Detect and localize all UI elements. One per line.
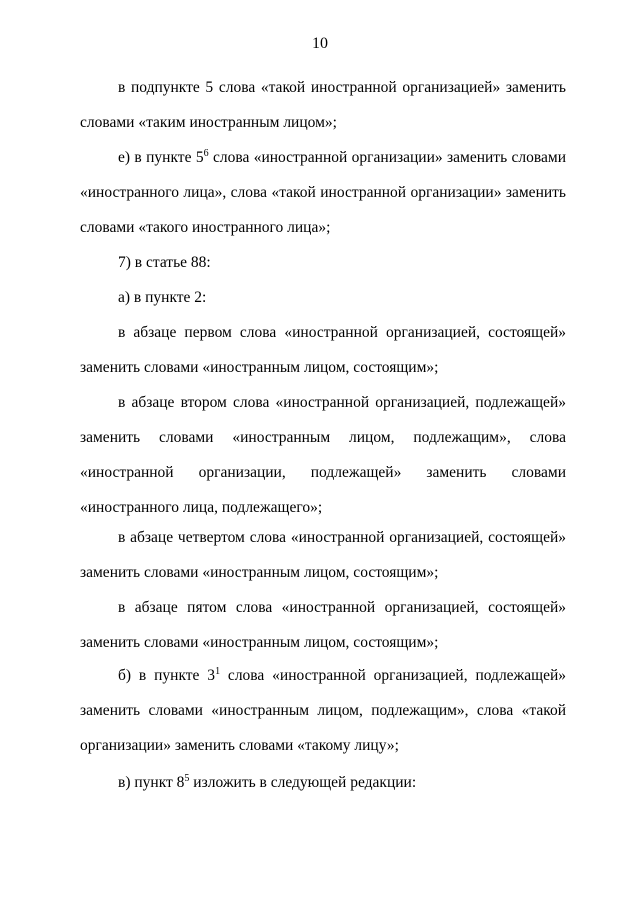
text-line: в абзаце четвертом слова «иностранной организацией, состоящей» bbox=[118, 529, 566, 546]
text-line: словами «такого иностранного лица»; bbox=[80, 219, 331, 236]
text-line: заменить словами «иностранным лицом, состоящим»; bbox=[80, 359, 439, 376]
paragraph-10 bbox=[80, 765, 566, 800]
paragraph-9 bbox=[80, 658, 566, 763]
paragraph-2 bbox=[80, 140, 566, 245]
paragraph-8 bbox=[80, 590, 566, 660]
paragraph-1 bbox=[80, 70, 566, 140]
page-number: 10 bbox=[312, 35, 328, 52]
text-line: «иностранного лица», слова «такой иностранной организации» заменить bbox=[80, 184, 566, 201]
text-line: в абзаце пятом слова «иностранной организацией, состоящей» bbox=[118, 599, 566, 616]
paragraph-4 bbox=[80, 280, 566, 315]
text-line: заменить словами «иностранным лицом, состоящим»; bbox=[80, 564, 439, 581]
text-line: словами «таким иностранным лицом»; bbox=[80, 114, 337, 131]
paragraph-6 bbox=[80, 385, 566, 525]
text-line: а) в пункте 2: bbox=[118, 289, 207, 306]
paragraph-3 bbox=[80, 245, 566, 280]
superscript: 5 bbox=[184, 773, 190, 784]
text-line: в) пункт $8^5$ изложить в следующей редакции: bbox=[118, 773, 417, 791]
text-line: организации» заменить словами «такому лицу»; bbox=[80, 737, 399, 754]
text-line: заменить словами «иностранным лицом, подлежащим», слова «такой bbox=[80, 702, 566, 719]
text-line: 7) в статье 88: bbox=[118, 254, 211, 271]
paragraph-7 bbox=[80, 520, 566, 590]
text-line: в абзаце первом слова «иностранной организацией, состоящей» bbox=[118, 324, 566, 341]
text-line: «иностранной организации, подлежащей» заменить словами bbox=[80, 464, 566, 481]
text-line: в подпункте 5 слова «такой иностранной организацией» заменить bbox=[118, 79, 566, 96]
superscript: 1 bbox=[215, 666, 221, 677]
paragraph-5 bbox=[80, 315, 566, 385]
text-line: заменить словами «иностранным лицом, подлежащим», слова bbox=[80, 429, 566, 446]
text-line: е) в пункте $5^6$ слова «иностранной организации» заменить словами bbox=[118, 148, 566, 166]
superscript: 6 bbox=[203, 148, 209, 159]
text-line: «иностранного лица, подлежащего»; bbox=[80, 499, 323, 516]
text-line: б) в пункте $3^1$ слова «иностранной организацией, подлежащей» bbox=[118, 666, 567, 684]
text-line: в абзаце втором слова «иностранной организацией, подлежащей» bbox=[118, 394, 566, 411]
text-line: заменить словами «иностранным лицом, состоящим»; bbox=[80, 634, 439, 651]
